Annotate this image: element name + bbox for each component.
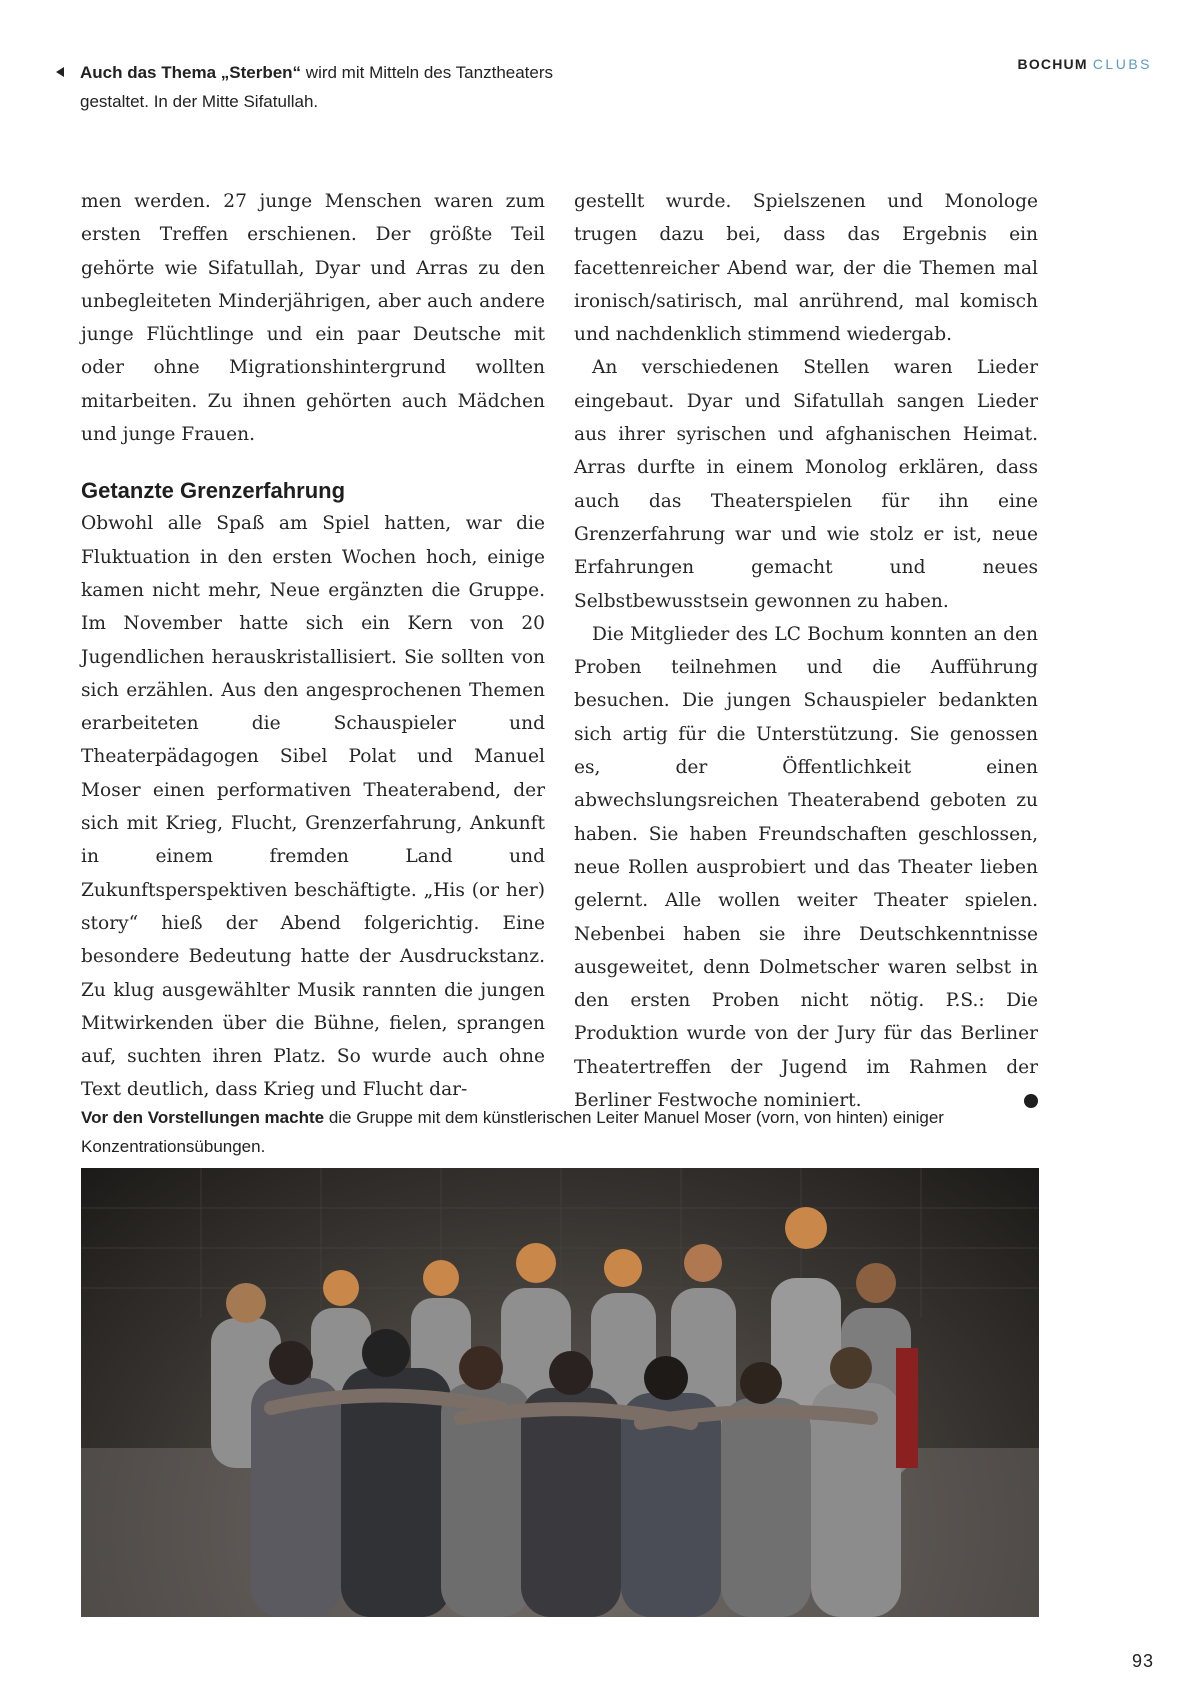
right-paragraph-3 <box>574 618 1049 1117</box>
lions-end-mark-icon: L <box>1024 1094 1038 1108</box>
bottom-caption-bold: Vor den Vorstellungen machte <box>81 1108 325 1127</box>
bottom-caption-rest: die Gruppe mit dem künstlerischen Leiter Manuel Moser (vorn, von hinten) einiger Konzentrationsübungen. <box>81 1108 944 1156</box>
top-photo-caption <box>56 58 616 116</box>
caption-pointer-icon <box>56 67 64 77</box>
group-photo-illustration <box>81 1168 1039 1617</box>
top-caption-bold: Auch das Thema „Sterben“ <box>80 63 302 82</box>
page-number: 93 <box>1131 1651 1154 1671</box>
bottom-photo-caption <box>81 1103 1041 1161</box>
left-paragraph-1: men werden. 27 junge Menschen waren zum ersten Treffen erschienen. Der größte Teil gehörte wie Sifatullah, Dyar und Arras zu den unbegleiteten Minderjährigen, aber auch andere junge Flüchtlinge und ein paar Deutsche mit oder ohne Migrationshintergrund wollten mitarbeiten. Zu ihnen gehörten auch Mädchen und junge Frauen. <box>81 191 545 446</box>
group-photo <box>81 1168 1039 1617</box>
top-caption-rest: wird mit Mitteln des Tanztheaters <box>301 63 554 82</box>
section-category: CLUBS <box>1092 56 1152 72</box>
left-paragraph-2: Obwohl alle Spaß am Spiel hatten, war die Fluktuation in den ersten Wochen hoch, einige kamen nicht mehr, Neue ergänzten die Gruppe. Im November hatte sich ein Kern von 20 Jugendlichen herauskristallisiert. Sie sollten von sich erzählen. Aus den angesprochenen Themen erarbeiteten die Schauspieler und Theaterpädagogen Sibel Polat und Manuel Moser einen performativen Theaterabend, der sich mit Krieg, Flucht, Grenzerfahrung, Ankunft in einem fremden Land und Zukunftsperspektiven beschäftigte. „His (or her) story“ hieß der Abend folgerichtig. Eine besondere Bedeutung hatte der Ausdruckstanz. Zu klug ausgewählter Musik rannten die jungen Mitwirkenden über die Bühne, fielen, sprangen auf, suchten ihren Platz. So wurde auch ohne Text deutlich, dass Krieg und Flucht dar- <box>81 513 545 1101</box>
top-caption-line2: gestaltet. In der Mitte Sifatullah. <box>80 92 319 111</box>
subheading: Getanzte Grenzerfahrung <box>81 478 346 504</box>
right-paragraph-2: An verschiedenen Stellen waren Lieder eingebaut. Dyar und Sifatullah sangen Lieder aus ihrer syrischen und afghanischen Heimat. Arras durfte in einem Monolog erklären, dass auch das Theaterspielen für ihn eine Grenzerfahrung war und wie stolz er ist, neue Erfahrungen gemacht und neues Selbstbewusstsein gewonnen zu haben. <box>574 357 1038 612</box>
red-scarf <box>896 1348 918 1468</box>
section-city: BOCHUM <box>1017 56 1088 72</box>
right-paragraph-1: gestellt wurde. Spielszenen und Monologe trugen dazu bei, dass das Ergebnis ein facettenreicher Abend war, der die Themen mal ironisch/satirisch, mal anrührend, mal komisch und nachdenklich stimmend wiedergab. <box>574 191 1038 346</box>
right-paragraph-3-text: Die Mitglieder des LC Bochum konnten an den Proben teilnehmen und die Aufführung besuchen. Die jungen Schauspieler bedankten sich artig für die Unterstützung. Sie genossen es, der Öffentlichkeit einen abwechslungsreichen Theaterabend geboten zu haben. Sie haben Freundschaften geschlossen, neue Rollen ausprobiert und das Theater lieben gelernt. Alle wollen weiter Theater spielen. Nebenbei haben sie ihre Deutschkenntnisse ausgeweitet, denn Dolmetscher waren selbst in den ersten Proben nicht nötig. P.S.: Die Produktion wurde von der Jury für das Berliner Theatertreffen der Jugend im Rahmen der Berliner Festwoche nominiert. <box>574 623 1038 1112</box>
left-column <box>81 185 545 1107</box>
section-tag <box>1018 56 1152 72</box>
right-column <box>574 185 1049 1117</box>
